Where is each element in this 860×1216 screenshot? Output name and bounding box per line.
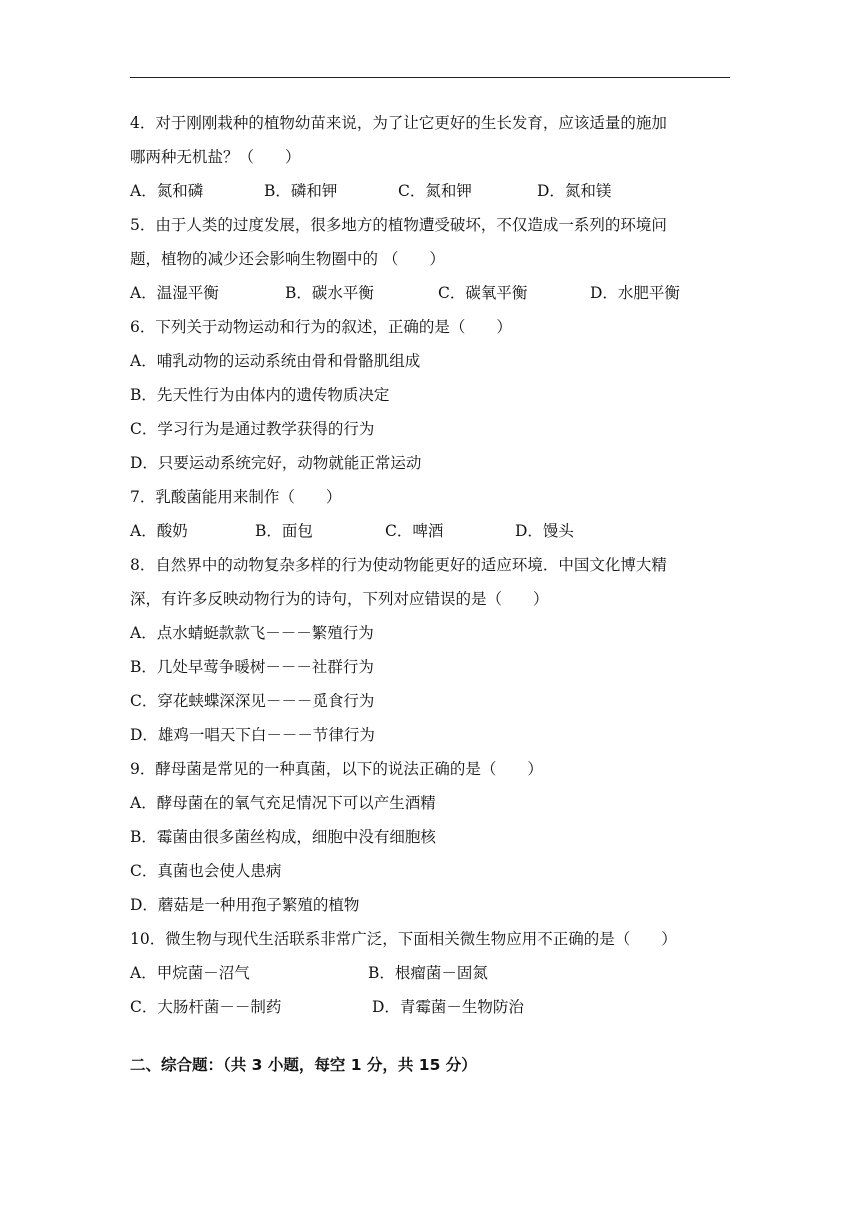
q5-option-b: B．碳水平衡 bbox=[285, 284, 374, 302]
q5-stem-line2: 题，植物的减少还会影响生物圈中的 （ ） bbox=[130, 250, 445, 268]
q5-option-c: C．碳氧平衡 bbox=[438, 284, 528, 302]
q8-option-d: D．雄鸡一唱天下白－－－节律行为 bbox=[130, 726, 375, 744]
q5-stem-line1: 5．由于人类的过度发展，很多地方的植物遭受破坏，不仅造成一系列的环境问 bbox=[130, 216, 667, 234]
q8-stem-line1: 8．自然界中的动物复杂多样的行为使动物能更好的适应环境．中国文化博大精 bbox=[130, 556, 667, 574]
q6-option-a: A．哺乳动物的运动系统由骨和骨骼肌组成 bbox=[130, 352, 421, 370]
q10-options-row2 bbox=[130, 990, 735, 1024]
q5-options bbox=[130, 276, 735, 310]
q4-stem-line1: 4．对于刚刚栽种的植物幼苗来说，为了让它更好的生长发育，应该适量的施加 bbox=[130, 114, 667, 132]
q9-option-b: B．霉菌由很多菌丝构成，细胞中没有细胞核 bbox=[130, 828, 436, 846]
q10-stem: 10．微生物与现代生活联系非常广泛，下面相关微生物应用不正确的是（ ） bbox=[130, 930, 677, 948]
q10-option-b: B．根瘤菌－固氮 bbox=[368, 964, 488, 982]
q7-option-d: D．馒头 bbox=[515, 522, 574, 540]
q7-option-c: C．啤酒 bbox=[385, 522, 444, 540]
q4-option-a: A．氮和磷 bbox=[130, 182, 204, 200]
q8-option-a: A．点水蜻蜓款款飞－－－繁殖行为 bbox=[130, 624, 374, 642]
q4-options bbox=[130, 174, 735, 208]
q7-option-b: B．面包 bbox=[255, 522, 313, 540]
q10-options-row1 bbox=[130, 956, 735, 990]
q8-option-b: B．几处早莺争暖树－－－社群行为 bbox=[130, 658, 374, 676]
q4-stem-line2: 哪两种无机盐？（ ） bbox=[130, 148, 301, 166]
q6-option-c: C．学习行为是通过教学获得的行为 bbox=[130, 420, 375, 438]
q5-option-d: D．水肥平衡 bbox=[590, 284, 680, 302]
q10-option-a: A．甲烷菌－沼气 bbox=[130, 964, 250, 982]
header-rule bbox=[130, 77, 730, 78]
q10-option-c: C．大肠杆菌－－制药 bbox=[130, 998, 282, 1016]
q9-option-d: D．蘑菇是一种用孢子繁殖的植物 bbox=[130, 896, 360, 914]
q6-option-b: B．先天性行为由体内的遗传物质决定 bbox=[130, 386, 390, 404]
q9-option-c: C．真菌也会使人患病 bbox=[130, 862, 282, 880]
q4-option-c: C．氮和钾 bbox=[398, 182, 472, 200]
section-2-heading: 二、综合题：（共 3 小题，每空 1 分，共 15 分） bbox=[130, 1056, 477, 1074]
q4-option-d: D．氮和镁 bbox=[537, 182, 612, 200]
q7-option-a: A．酸奶 bbox=[130, 522, 188, 540]
q9-stem: 9．酵母菌是常见的一种真菌，以下的说法正确的是（ ） bbox=[130, 760, 543, 778]
q8-stem-line2: 深，有许多反映动物行为的诗句，下列对应错误的是（ ） bbox=[130, 590, 549, 608]
q4-option-b: B．磷和钾 bbox=[264, 182, 338, 200]
q10-option-d: D．青霉菌－生物防治 bbox=[372, 998, 524, 1016]
q7-stem: 7．乳酸菌能用来制作（ ） bbox=[130, 488, 342, 506]
q8-option-c: C．穿花蛱蝶深深见－－－觅食行为 bbox=[130, 692, 375, 710]
q6-stem: 6．下列关于动物运动和行为的叙述，正确的是（ ） bbox=[130, 318, 512, 336]
q7-options bbox=[130, 514, 735, 548]
question-list bbox=[130, 106, 735, 1024]
q6-option-d: D．只要运动系统完好，动物就能正常运动 bbox=[130, 454, 422, 472]
q9-option-a: A．酵母菌在的氧气充足情况下可以产生酒精 bbox=[130, 794, 436, 812]
q5-option-a: A．温湿平衡 bbox=[130, 284, 219, 302]
